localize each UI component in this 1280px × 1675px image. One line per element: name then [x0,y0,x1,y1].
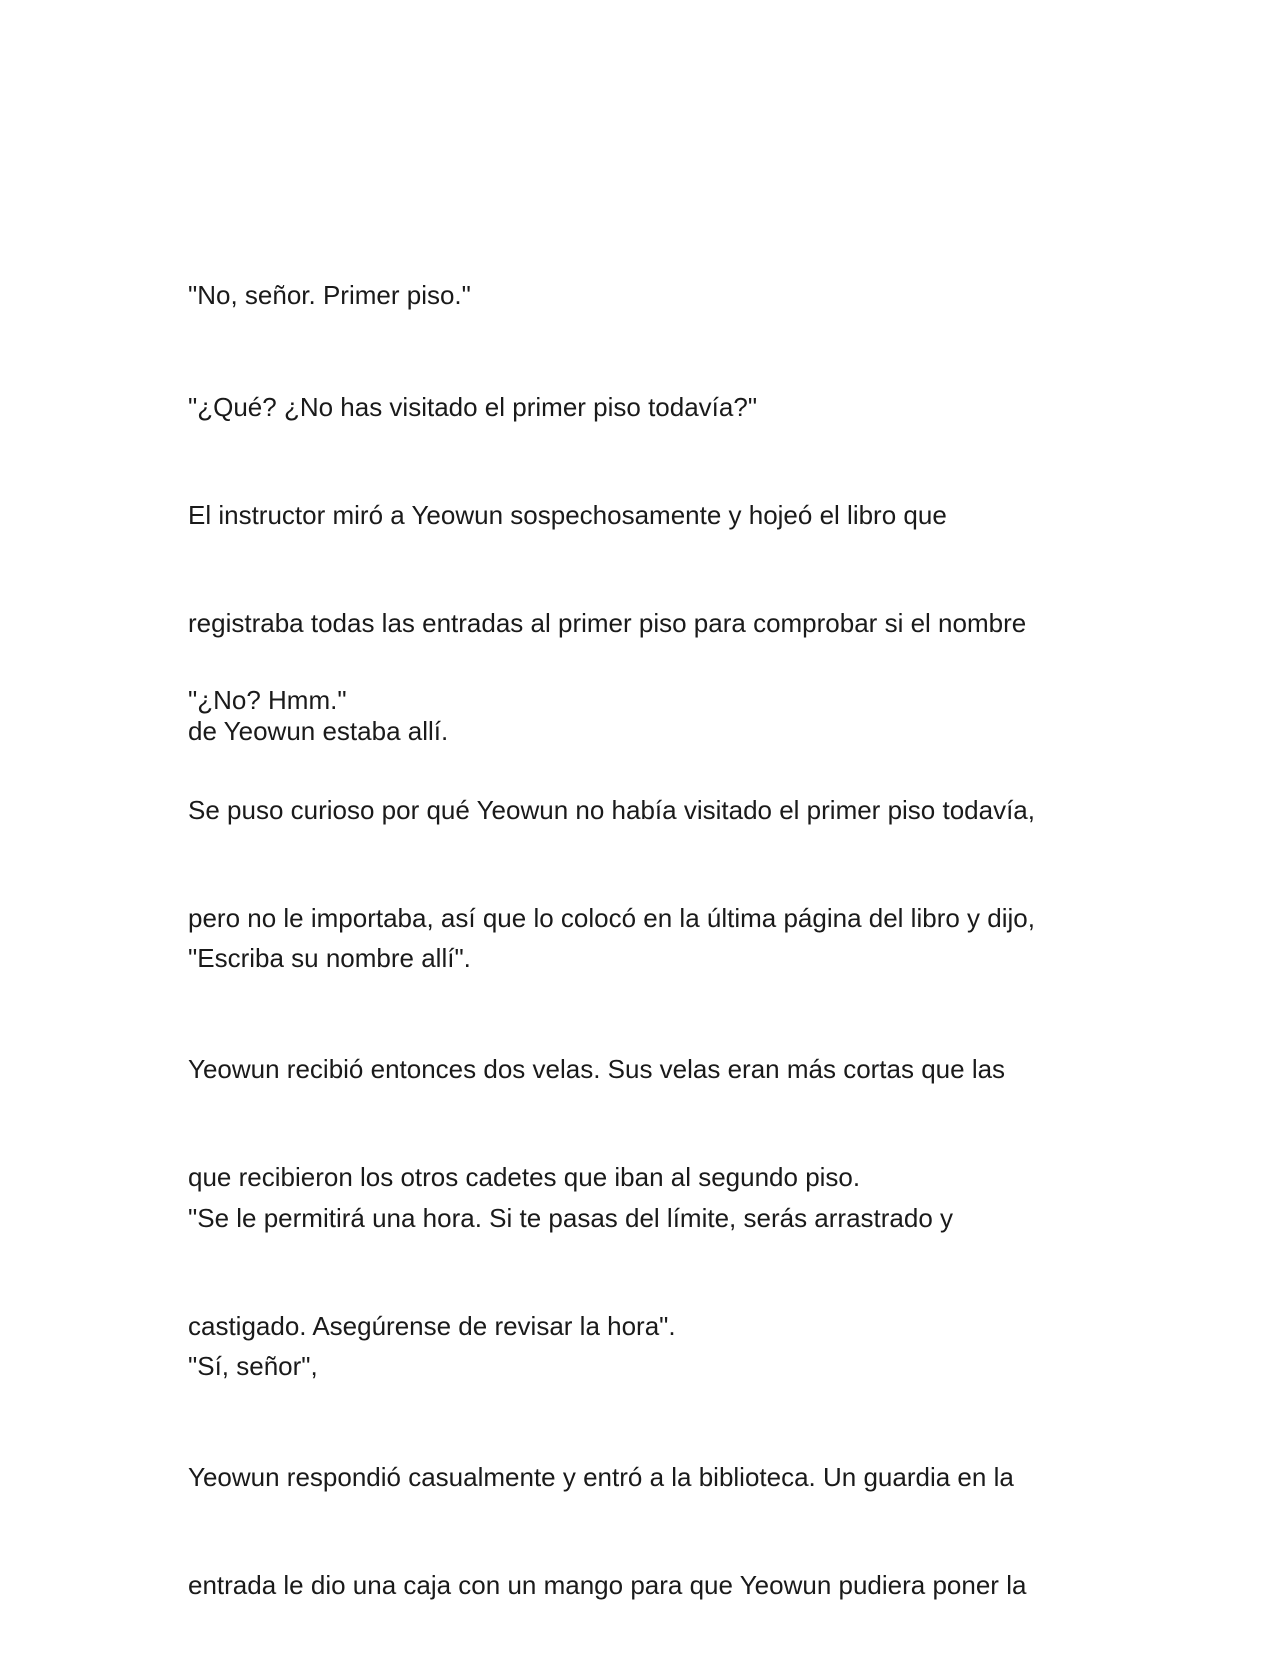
paragraph-line: "¿Qué? ¿No has visitado el primer piso todavía?" [188,392,758,422]
paragraph-line: que recibieron los otros cadetes que iban al segundo piso. [188,1162,861,1192]
paragraph-line: Yeowun recibió entonces dos velas. Sus velas eran más cortas que las [188,1054,1006,1084]
paragraph-line: castigado. Asegúrense de revisar la hora". [188,1311,676,1341]
paragraph-line: registraba todas las entradas al primer piso para comprobar si el nombre [188,608,1027,638]
paragraph-line: "Se le permitirá una hora. Si te pasas del límite, serás arrastrado y [188,1203,954,1233]
paragraph-10 [188,1387,1088,1675]
paragraph-line: Se puso curioso por qué Yeowun no había visitado el primer piso todavía, [188,795,1035,825]
paragraph-line: pero no le importaba, así que lo colocó en la última página del libro y dijo, [188,903,1035,933]
paragraph-line: El instructor miró a Yeowun sospechosamente y hojeó el libro que [188,500,947,530]
paragraph-line: "Sí, señor", [188,1351,318,1381]
paragraph-line: Yeowun respondió casualmente y entró a la biblioteca. Un guardia en la [188,1462,1014,1492]
paragraph-line: "No, señor. Primer piso." [188,280,471,310]
paragraph-line: entrada le dio una caja con un mango para que Yeowun pudiera poner la [188,1570,1027,1600]
paragraph-line: de Yeowun estaba allí. [188,716,449,746]
paragraph-line: "¿No? Hmm." [188,685,347,715]
paragraph-line: "Escriba su nombre allí". [188,943,471,973]
